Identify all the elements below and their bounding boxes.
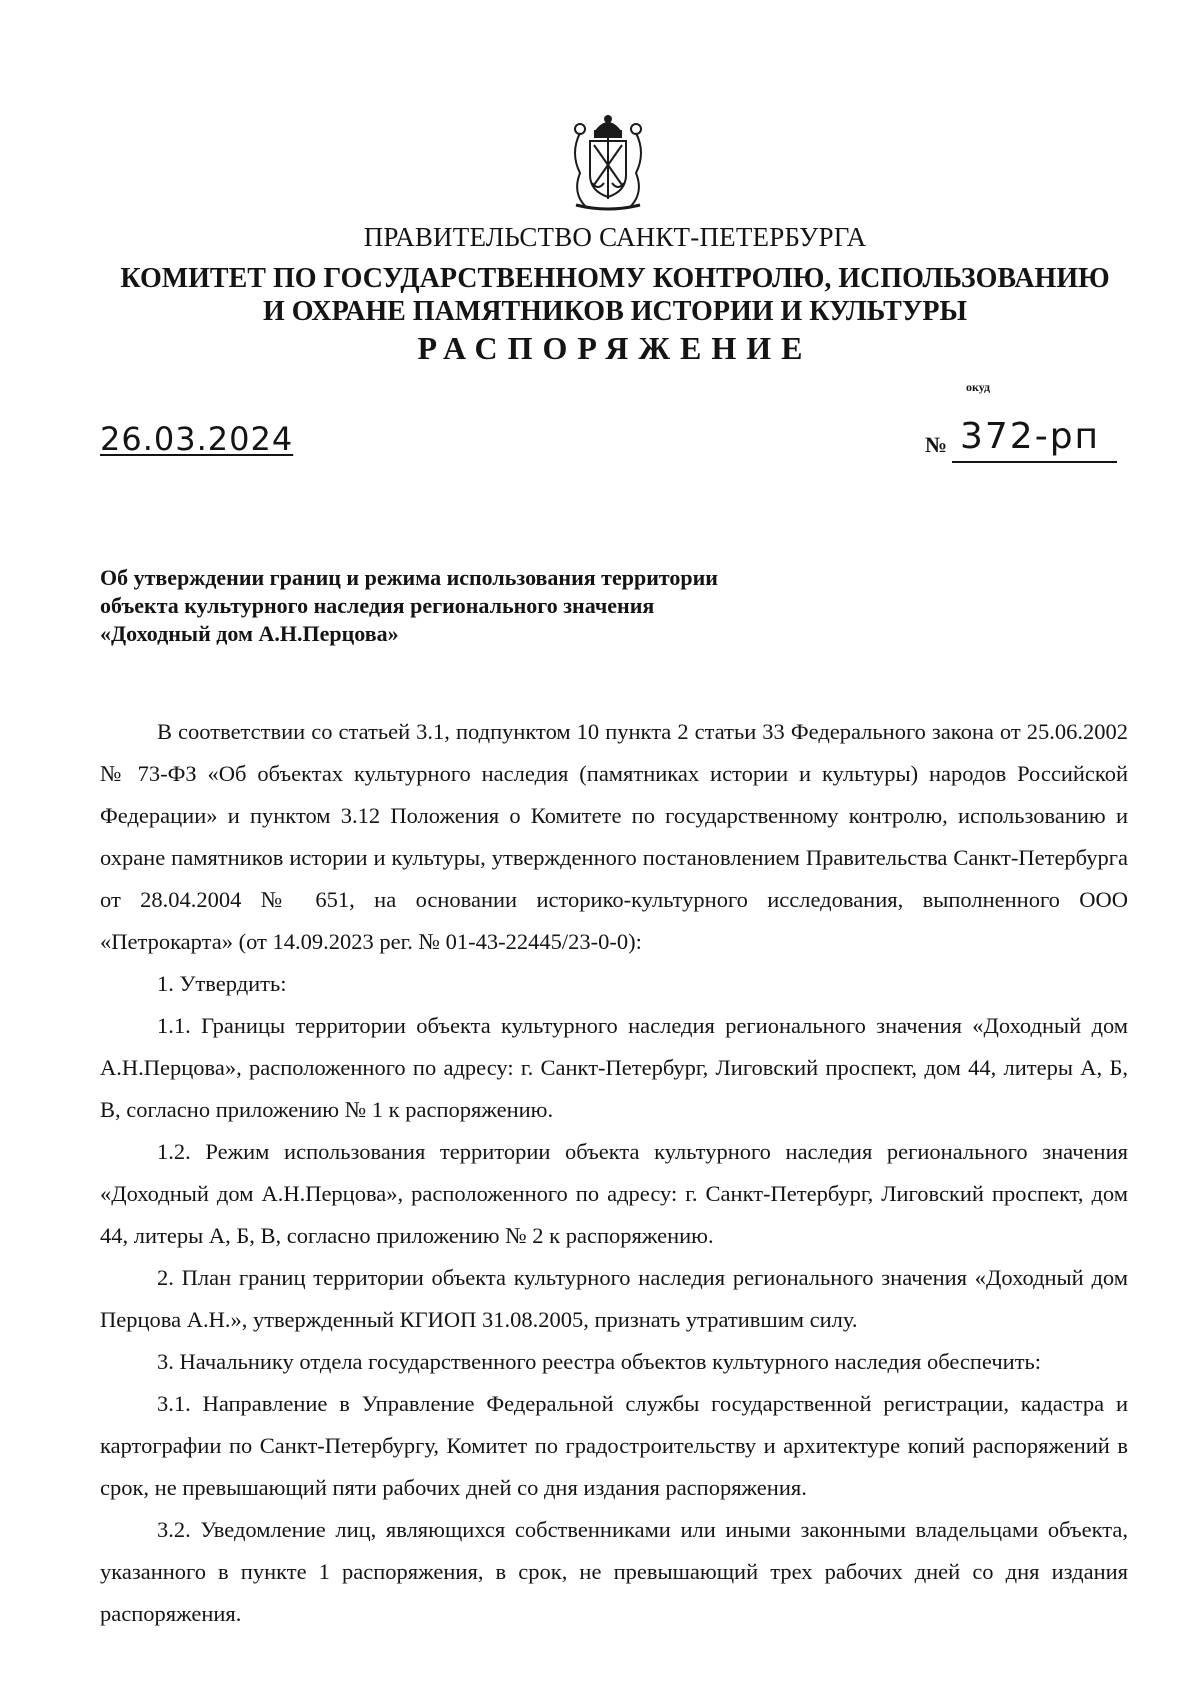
subject-line-1: Об утверждении границ и режима использования территории <box>100 565 718 590</box>
subject-line-2: объекта культурного наследия регионального значения <box>100 593 655 618</box>
paragraph-2: 2. План границ территории объекта культурного наследия регионального значения «Доходный дом Перцова А.Н.», утвержденный КГИОП 31.08.2005, признать утратившим силу. <box>100 1265 1128 1332</box>
committee-title-line-2: И ОХРАНЕ ПАМЯТНИКОВ ИСТОРИИ И КУЛЬТУРЫ <box>263 296 967 327</box>
committee-title <box>0 262 1200 328</box>
paragraph-1-2: 1.2. Режим использования территории объекта культурного наследия регионального значения «Доходный дом А.Н.Перцова», расположенного по адресу: г. Санкт-Петербург, Лиговский проспект, дом 44, литеры А, Б, В, согласно приложению № 2 к распоряжению. <box>100 1139 1128 1248</box>
document-date: 26.03.2024 <box>100 420 294 458</box>
document-subject <box>100 564 860 648</box>
paragraph-3-2: 3.2. Уведомление лиц, являющихся собственниками или иными законными владельцами объекта, указанного в пункте 1 распоряжения, в срок, не превышающий трех рабочих дней со дня издания распоряжения. <box>100 1517 1128 1626</box>
number-underline <box>952 461 1117 463</box>
number-sign: № <box>925 432 948 457</box>
document-body <box>100 711 1128 1635</box>
document-number: 372-рп <box>960 416 1101 457</box>
government-title: ПРАВИТЕЛЬСТВО САНКТ-ПЕТЕРБУРГА <box>363 222 867 252</box>
paragraph-1-1: 1.1. Границы территории объекта культурного наследия регионального значения «Доходный дом А.Н.Перцова», расположенного по адресу: г. Санкт-Петербург, Лиговский проспект, дом 44, литеры А, Б, В, согласно приложению № 1 к распоряжению. <box>100 1013 1128 1122</box>
document-type: РАСПОРЯЖЕНИЕ <box>417 330 813 366</box>
paragraph-preamble: В соответствии со статьей 3.1, подпунктом 10 пункта 2 статьи 33 Федерального закона от 25.06.2002 № 73-ФЗ «Об объектах культурного наследия (памятниках истории и культуры) народов Российской Федерации» и пунктом 3.12 Положения о Комитете по государственному контролю, использованию и охране памятников истории и культуры, утвержденного постановлением Правительства Санкт-Петербурга от 28.04.2004 № 651, на основании историко-культурного исследования, выполненного ООО «Петрокарта» (от 14.09.2023 рег. № 01-43-22445/23-0-0): <box>100 719 1128 954</box>
committee-title-line-1: КОМИТЕТ ПО ГОСУДАРСТВЕННОМУ КОНТРОЛЮ, ИСПОЛЬЗОВАНИЮ <box>120 263 1110 294</box>
paragraph-3: 3. Начальнику отдела государственного реестра объектов культурного наследия обеспечить: <box>157 1349 1042 1374</box>
paragraph-1: 1. Утвердить: <box>157 971 287 996</box>
okud-label: окуд <box>966 380 991 394</box>
subject-line-3: «Доходный дом А.Н.Перцова» <box>100 621 399 646</box>
paragraph-3-1: 3.1. Направление в Управление Федеральной службы государственной регистрации, кадастра и картографии по Санкт-Петербургу, Комитет по градостроительству и архитектуре копий распоряжений в срок, не превышающий пяти рабочих дней со дня издания распоряжения. <box>100 1391 1128 1500</box>
coat-of-arms-icon <box>562 113 654 213</box>
